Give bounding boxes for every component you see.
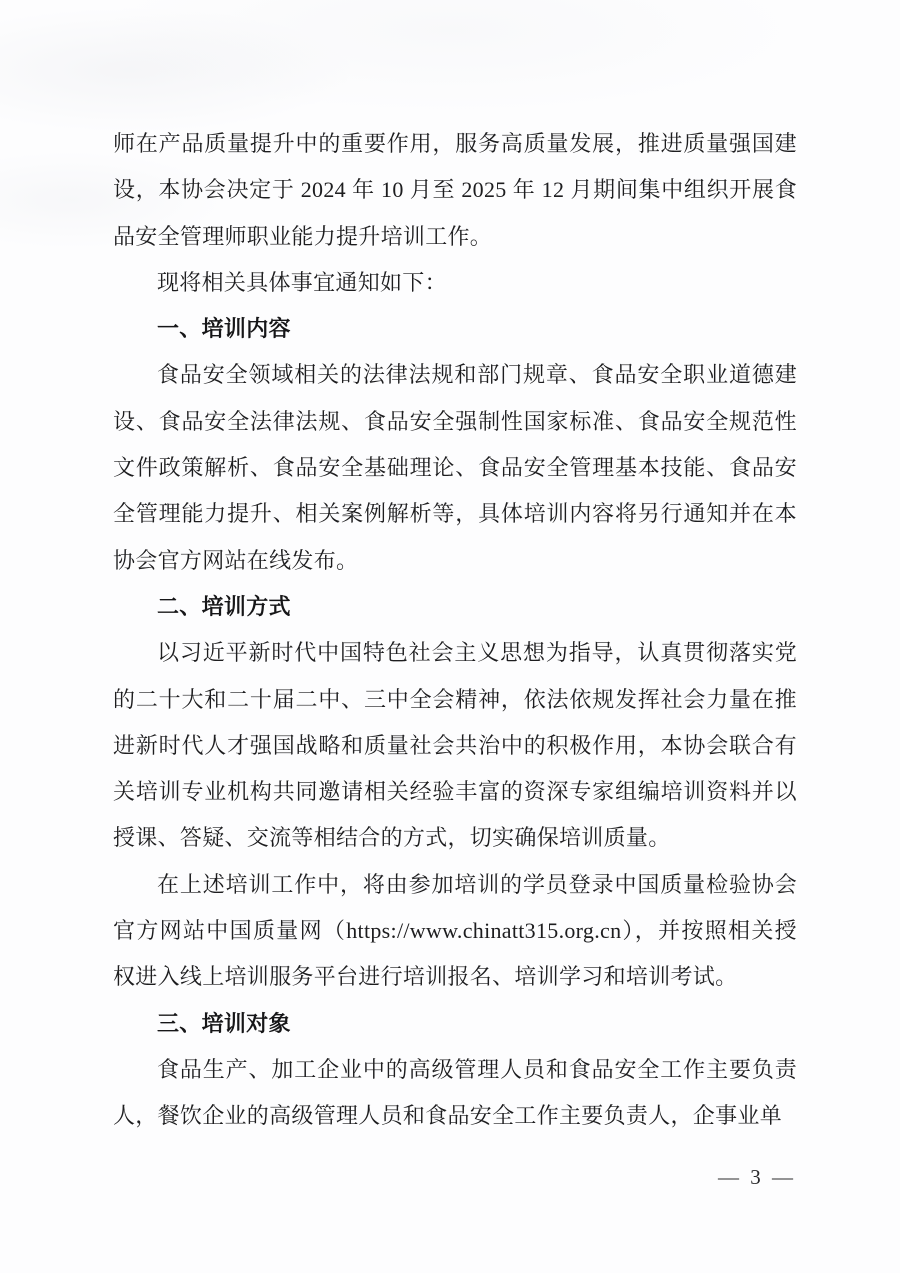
paragraph-intro: 现将相关具体事宜通知如下：	[157, 269, 447, 295]
paragraph-continuation: 师在产品质量提升中的重要作用，服务高质量发展，推进质量强国建设，本协会决定于 2024 年 10 月至 2025 年 12 月期间集中组织开展食品安全管理师职业能力提升培训工作。	[113, 131, 797, 249]
paragraph-training-method: 以习近平新时代中国特色社会主义思想为指导，认真贯彻落实党的二十大和二十届二中、三中全会精神，依法依规发挥社会力量在推进新时代人才强国战略和质量社会共治中的积极作用，本协会联合有关培训专业机构共同邀请相关经验丰富的资深专家组编培训资料并以授课、答疑、交流等相结合的方式，切实确保培训质量。	[113, 640, 797, 851]
page-content	[113, 121, 797, 1140]
paragraph-training-content: 食品安全领域相关的法律法规和部门规章、食品安全职业道德建设、食品安全法律法规、食品安全强制性国家标准、食品安全规范性文件政策解析、食品安全基础理论、食品安全管理基本技能、食品安全管理能力提升、相关案例解析等，具体培训内容将另行通知并在本协会官方网站在线发布。	[113, 362, 797, 573]
section-heading-training-audience: 三、培训对象	[157, 1010, 291, 1036]
paragraph-training-audience: 食品生产、加工企业中的高级管理人员和食品安全工作主要负责人，餐饮企业的高级管理人员和食品安全工作主要负责人，企事业单	[113, 1056, 797, 1129]
page-number: — 3 —	[718, 1165, 796, 1189]
section-heading-training-content: 一、培训内容	[157, 316, 291, 342]
section-heading-training-method: 二、培训方式	[157, 593, 291, 619]
paragraph-platform-url: 在上述培训工作中，将由参加培训的学员登录中国质量检验协会官方网站中国质量网（https://www.chinatt315.org.cn），并按照相关授权进入线上培训服务平台进行培训报名、培训学习和培训考试。	[113, 871, 797, 990]
